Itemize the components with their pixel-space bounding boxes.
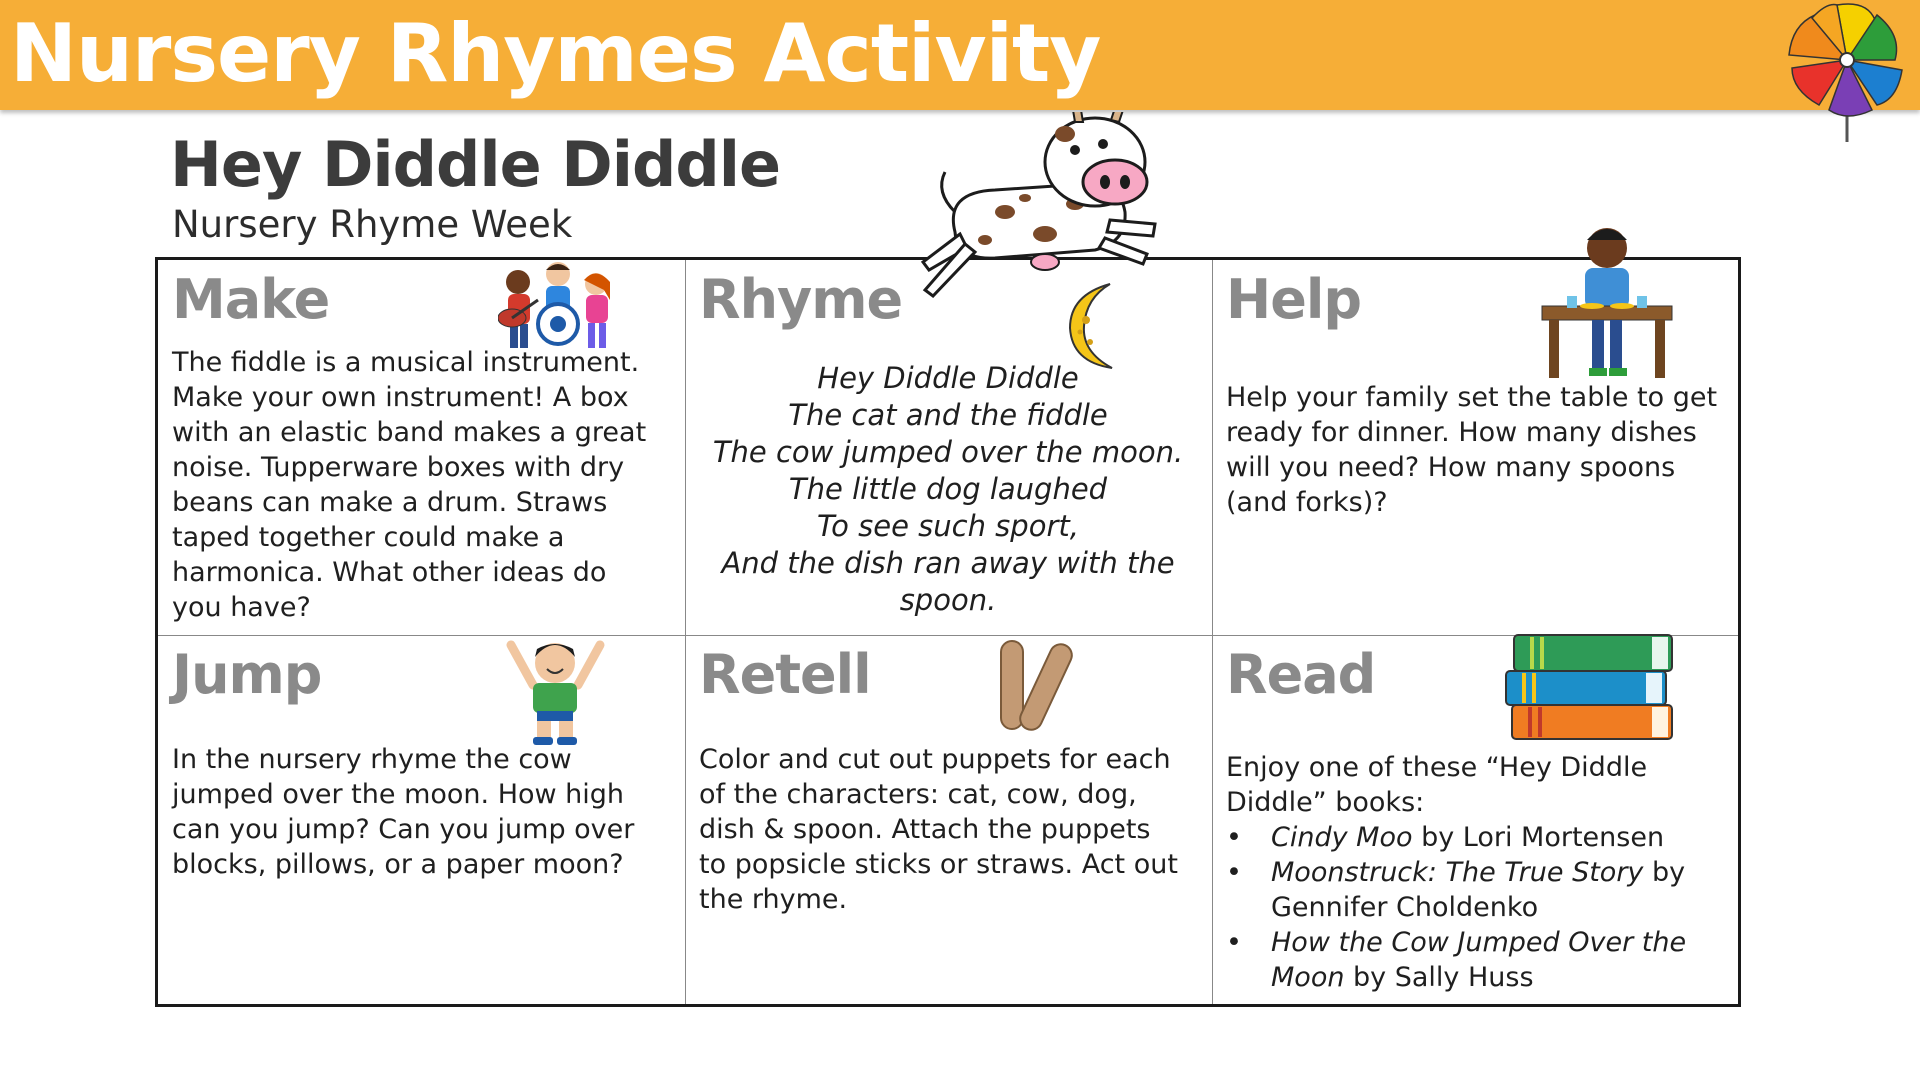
text-line: will you need? How many spoons	[1226, 452, 1676, 483]
text-line: ready for dinner. How many dishes	[1226, 417, 1697, 448]
rhyme-line: The cow jumped over the moon.	[712, 435, 1184, 469]
boy-at-table-icon	[1537, 218, 1677, 383]
text-line: can you jump? Can you jump over	[172, 814, 635, 845]
text-line: with an elastic band makes a great	[172, 417, 647, 448]
help-cell	[1212, 260, 1741, 635]
popsicle-sticks-icon	[995, 635, 1085, 735]
text-line: taped together could make a	[172, 522, 565, 553]
retell-text	[699, 742, 1199, 917]
text-line: The fiddle is a musical instrument.	[172, 347, 640, 378]
rhyme-heading: Rhyme	[699, 268, 903, 331]
help-text	[1226, 380, 1736, 520]
kids-band-icon	[498, 260, 618, 356]
make-heading: Make	[172, 268, 330, 331]
read-heading: Read	[1226, 643, 1376, 706]
book-item	[1226, 820, 1736, 855]
book-title: Cindy Moo	[1271, 822, 1413, 853]
book-title: How the Cow Jumped Over the Moon	[1271, 927, 1687, 993]
rhyme-line: And the dish ran away with the	[721, 546, 1175, 580]
text-line: noise. Tupperware boxes with dry	[172, 452, 625, 483]
text-line: dish & spoon. Attach the puppets	[699, 814, 1151, 845]
jump-heading: Jump	[172, 643, 322, 706]
banner-title: Nursery Rhymes Activity	[10, 7, 1101, 100]
text-line: Color and cut out puppets for each	[699, 744, 1171, 775]
jump-text	[172, 742, 672, 882]
rhyme-line: The cat and the fiddle	[788, 398, 1108, 432]
make-text	[172, 345, 672, 625]
header-banner	[0, 0, 1920, 110]
jumping-kid-icon	[503, 635, 608, 745]
text-line: Enjoy one of these “Hey Diddle	[1226, 752, 1648, 783]
text-line: Help your family set the table to get	[1226, 382, 1718, 413]
page-subtitle: Nursery Rhyme Week	[172, 203, 573, 246]
text-line: (and forks)?	[1226, 487, 1388, 518]
text-line: to popsicle sticks or straws. Act out	[699, 849, 1178, 880]
help-heading: Help	[1226, 268, 1361, 331]
rhyme-line: To see such sport,	[817, 509, 1079, 543]
read-text	[1226, 750, 1736, 995]
retell-heading: Retell	[699, 643, 871, 706]
text-line: you have?	[172, 592, 311, 623]
rhyme-line: The little dog laughed	[788, 472, 1108, 506]
make-cell	[158, 260, 685, 635]
book-author: by Sally Huss	[1344, 962, 1534, 993]
rhyme-line: spoon.	[899, 583, 997, 617]
book-author: by Lori Mortensen	[1412, 822, 1665, 853]
rhyme-line: Hey Diddle Diddle	[817, 361, 1079, 395]
pinwheel-icon	[1775, 0, 1920, 142]
text-line: of the characters: cat, cow, dog,	[699, 779, 1137, 810]
retell-cell	[685, 635, 1212, 1007]
page-title: Hey Diddle Diddle	[170, 128, 781, 201]
activity-grid	[155, 257, 1741, 1007]
cow-icon	[915, 112, 1175, 322]
text-line: the rhyme.	[699, 884, 848, 915]
text-line: beans can make a drum. Straws	[172, 487, 608, 518]
books-stack-icon	[1502, 627, 1682, 747]
book-list	[1226, 820, 1736, 995]
text-line: harmonica. What other ideas do	[172, 557, 607, 588]
book-item	[1226, 925, 1736, 995]
text-line: Make your own instrument! A box	[172, 382, 629, 413]
book-author: by Gennifer Choldenko	[1271, 857, 1686, 923]
book-item	[1226, 855, 1736, 925]
text-line: jumped over the moon. How high	[172, 779, 625, 810]
text-line: In the nursery rhyme the cow	[172, 744, 572, 775]
read-cell	[1212, 635, 1741, 1007]
rhyme-verse	[695, 360, 1201, 619]
book-title: Moonstruck: The True Story	[1271, 857, 1644, 888]
text-line: Diddle” books:	[1226, 787, 1425, 818]
text-line: blocks, pillows, or a paper moon?	[172, 849, 624, 880]
jump-cell	[158, 635, 685, 1007]
